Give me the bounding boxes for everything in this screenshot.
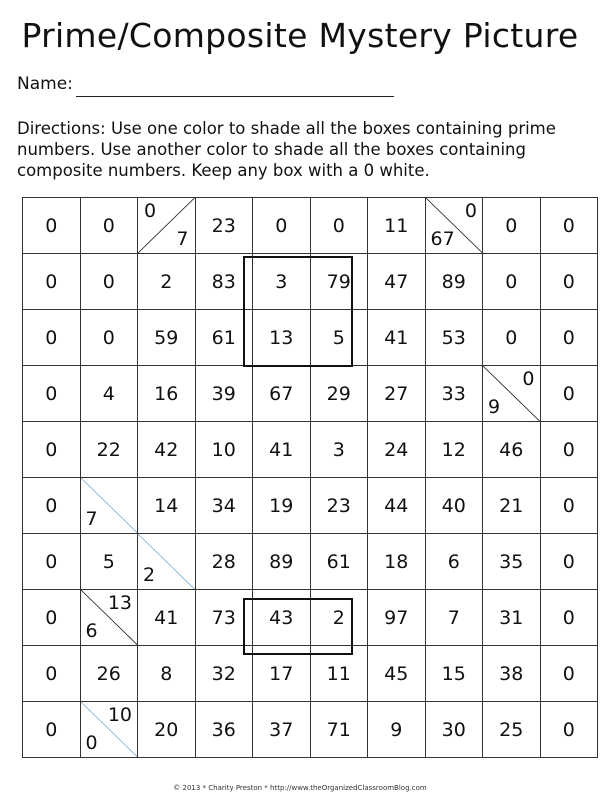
grid-cell[interactable]: 11: [368, 198, 426, 254]
grid-cell[interactable]: 30: [425, 702, 483, 758]
grid-row: [23, 478, 598, 534]
grid-row: [23, 590, 598, 646]
grid-cell[interactable]: 6: [425, 534, 483, 590]
grid-cell[interactable]: 13: [253, 310, 311, 366]
name-line[interactable]: [76, 96, 394, 97]
split-value-top: 0: [522, 368, 535, 390]
grid-row: [23, 702, 598, 758]
grid-cell[interactable]: [425, 198, 483, 254]
grid-cell[interactable]: 0: [23, 254, 81, 310]
grid-cell[interactable]: 41: [368, 310, 426, 366]
grid-cell[interactable]: 34: [195, 478, 253, 534]
grid-cell[interactable]: 67: [253, 366, 311, 422]
grid-cell[interactable]: 45: [368, 646, 426, 702]
grid-cell[interactable]: 0: [540, 534, 598, 590]
grid-cell[interactable]: 31: [483, 590, 541, 646]
grid-cell[interactable]: 21: [483, 478, 541, 534]
grid-row: [23, 366, 598, 422]
grid-cell[interactable]: 0: [540, 646, 598, 702]
grid-cell[interactable]: 0: [23, 590, 81, 646]
grid-cell[interactable]: 0: [23, 534, 81, 590]
grid-cell[interactable]: 0: [23, 702, 81, 758]
grid-row: [23, 534, 598, 590]
grid-cell[interactable]: 0: [253, 198, 311, 254]
grid-cell[interactable]: 0: [483, 310, 541, 366]
grid-cell[interactable]: 0: [23, 366, 81, 422]
grid-cell[interactable]: 5: [310, 310, 368, 366]
grid-cell[interactable]: 38: [483, 646, 541, 702]
split-value-top: 13: [107, 592, 132, 614]
grid-cell[interactable]: 83: [195, 254, 253, 310]
grid-cell[interactable]: 8: [138, 646, 196, 702]
grid-cell[interactable]: 61: [310, 534, 368, 590]
split-value-bottom: 7: [176, 228, 189, 250]
split-value-bottom: 6: [85, 620, 98, 642]
split-value-bottom: 7: [85, 508, 98, 530]
grid-cell[interactable]: 0: [540, 254, 598, 310]
grid-cell[interactable]: 0: [80, 198, 138, 254]
grid-cell[interactable]: 11: [310, 646, 368, 702]
grid-cell[interactable]: 36: [195, 702, 253, 758]
grid-cell[interactable]: 0: [310, 198, 368, 254]
grid-cell[interactable]: 0: [80, 310, 138, 366]
directions-text: Directions: Use one color to shade all the boxes containing prime numbers. Use another color to shade all the boxes containing composite numbers. Keep any box with a 0 white.: [17, 119, 556, 180]
split-value-top: 10: [107, 704, 132, 726]
split-value-bottom: 9: [488, 396, 501, 418]
grid-cell[interactable]: 89: [253, 534, 311, 590]
grid-cell[interactable]: 39: [195, 366, 253, 422]
grid-cell[interactable]: 53: [425, 310, 483, 366]
split-value-top: 0: [144, 200, 157, 222]
grid-cell[interactable]: 2: [310, 590, 368, 646]
grid-cell[interactable]: 0: [23, 646, 81, 702]
grid-cell[interactable]: 0: [540, 198, 598, 254]
grid-cell[interactable]: 42: [138, 422, 196, 478]
grid-cell[interactable]: 73: [195, 590, 253, 646]
grid-cell[interactable]: 79: [310, 254, 368, 310]
grid-cell[interactable]: 35: [483, 534, 541, 590]
grid-cell[interactable]: 0: [23, 310, 81, 366]
grid-cell[interactable]: 0: [540, 310, 598, 366]
grid-cell[interactable]: 18: [368, 534, 426, 590]
grid-cell[interactable]: 0: [23, 198, 81, 254]
grid-cell[interactable]: 37: [253, 702, 311, 758]
grid-cell[interactable]: 4: [80, 366, 138, 422]
grid-cell[interactable]: 17: [253, 646, 311, 702]
grid-cell[interactable]: 0: [540, 422, 598, 478]
mystery-grid: [22, 197, 598, 758]
grid-cell[interactable]: [483, 366, 541, 422]
grid-cell[interactable]: 0: [540, 366, 598, 422]
grid-cell[interactable]: 44: [368, 478, 426, 534]
grid-cell[interactable]: 61: [195, 310, 253, 366]
grid-cell[interactable]: 24: [368, 422, 426, 478]
grid-row: [23, 254, 598, 310]
grid-cell[interactable]: [80, 590, 138, 646]
grid-cell[interactable]: [80, 478, 138, 534]
grid-cell[interactable]: [138, 198, 196, 254]
grid-cell[interactable]: 43: [253, 590, 311, 646]
grid-cell[interactable]: 89: [425, 254, 483, 310]
grid-cell[interactable]: 15: [425, 646, 483, 702]
grid-cell[interactable]: [80, 702, 138, 758]
grid-cell[interactable]: 41: [253, 422, 311, 478]
grid-cell[interactable]: 28: [195, 534, 253, 590]
grid-cell[interactable]: 3: [253, 254, 311, 310]
grid-cell[interactable]: 7: [425, 590, 483, 646]
grid-cell[interactable]: 9: [368, 702, 426, 758]
grid-cell[interactable]: 40: [425, 478, 483, 534]
grid-cell[interactable]: 23: [310, 478, 368, 534]
grid-cell[interactable]: 10: [195, 422, 253, 478]
grid-cell[interactable]: 46: [483, 422, 541, 478]
grid-cell[interactable]: 26: [80, 646, 138, 702]
grid-cell[interactable]: 47: [368, 254, 426, 310]
grid-cell[interactable]: 59: [138, 310, 196, 366]
grid-row: [23, 310, 598, 366]
grid-cell[interactable]: 29: [310, 366, 368, 422]
grid-cell[interactable]: 3: [310, 422, 368, 478]
grid-cell[interactable]: 25: [483, 702, 541, 758]
grid-cell[interactable]: 16: [138, 366, 196, 422]
grid-cell[interactable]: 19: [253, 478, 311, 534]
grid-row: [23, 198, 598, 254]
grid-cell[interactable]: 27: [368, 366, 426, 422]
footer-copyright: © 2013 * Charity Preston * http://www.theOrganizedClassroomBlog.com: [173, 784, 427, 792]
name-label: Name:: [17, 74, 73, 94]
grid-cell[interactable]: 0: [483, 198, 541, 254]
grid-cell[interactable]: 22: [80, 422, 138, 478]
grid-row: [23, 422, 598, 478]
split-value-bottom: 2: [143, 564, 156, 586]
grid-row: [23, 646, 598, 702]
grid-cell[interactable]: 0: [540, 478, 598, 534]
grid-cell[interactable]: 0: [80, 254, 138, 310]
grid-cell[interactable]: 33: [425, 366, 483, 422]
grid-cell[interactable]: 14: [138, 478, 196, 534]
grid-cell[interactable]: 97: [368, 590, 426, 646]
grid-cell[interactable]: [138, 534, 196, 590]
split-value-top: 0: [464, 200, 477, 222]
grid-cell[interactable]: 2: [138, 254, 196, 310]
grid-cell[interactable]: 71: [310, 702, 368, 758]
page-title: Prime/Composite Mystery Picture: [21, 16, 579, 55]
grid-cell[interactable]: 20: [138, 702, 196, 758]
grid-cell[interactable]: 0: [23, 422, 81, 478]
grid-cell[interactable]: 32: [195, 646, 253, 702]
grid-cell[interactable]: 0: [540, 590, 598, 646]
grid-cell[interactable]: 5: [80, 534, 138, 590]
grid-cell[interactable]: 41: [138, 590, 196, 646]
split-value-bottom: 67: [430, 228, 455, 250]
grid-cell[interactable]: 0: [540, 702, 598, 758]
split-value-bottom: 0: [85, 732, 98, 754]
grid-cell[interactable]: 0: [23, 478, 81, 534]
grid-cell[interactable]: 12: [425, 422, 483, 478]
grid-cell[interactable]: 0: [483, 254, 541, 310]
grid-cell[interactable]: 23: [195, 198, 253, 254]
